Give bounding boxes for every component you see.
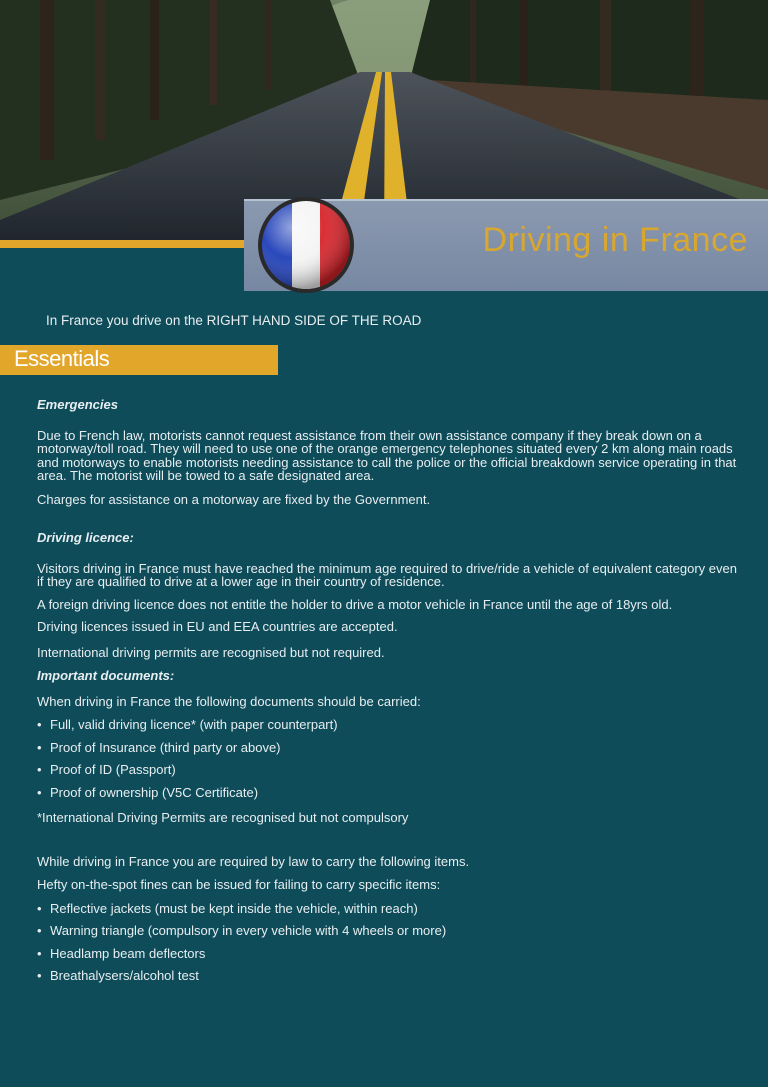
accent-stripe: [0, 240, 260, 248]
documents-list: [37, 718, 742, 799]
list-item: • Warning triangle (compulsory in every vehicle with 4 wheels or more): [37, 924, 742, 938]
section-label: Essentials: [14, 346, 110, 371]
documents-heading: Important documents:: [37, 668, 175, 683]
intro-text: In France you drive on the RIGHT HAND SIDE OF THE ROAD: [46, 313, 422, 328]
page-title: Driving in France: [482, 221, 748, 259]
list-item: • Full, valid driving licence* (with paper counterpart): [37, 718, 742, 732]
french-flag-icon: [257, 196, 355, 294]
list-item: • Headlamp beam deflectors: [37, 947, 742, 961]
list-item: • Breathalysers/alcohol test: [37, 969, 742, 983]
list-item: • Proof of Insurance (third party or above): [37, 741, 742, 755]
licence-heading: Driving licence:: [37, 530, 134, 545]
list-item: • Proof of ownership (V5C Certificate): [37, 786, 742, 800]
emergencies-heading: Emergencies: [37, 397, 118, 412]
section-header: [0, 345, 278, 375]
carry-paragraph-2: Hefty on-the-spot fines can be issued for failing to carry specific items:: [37, 877, 441, 892]
carry-paragraph-1: While driving in France you are required by law to carry the following items.: [37, 853, 470, 869]
licence-paragraph-1: Visitors driving in France must have reached the minimum age required to drive/ride a vehicle of equivalent category even if they are qualified to drive at a lower age in their country of residence.: [37, 560, 737, 589]
list-item: • Reflective jackets (must be kept inside the vehicle, within reach): [37, 902, 742, 916]
list-item: • Proof of ID (Passport): [37, 763, 742, 777]
documents-note: *International Driving Permits are recognised but not compulsory: [37, 810, 409, 825]
licence-paragraph-4: International driving permits are recognised but not required.: [37, 644, 385, 660]
emergencies-paragraph-1: Due to French law, motorists cannot request assistance from their own assistance company if they break down on a motorway/toll road. They will need to use one of the orange emergency telephones situated every 2 km along main roads and motorways to enable motorists needing assistance to call the police or the official breakdown service operating in that area. The motorist will be towed to a safe designated area.: [37, 427, 737, 483]
licence-paragraph-2: A foreign driving licence does not entitle the holder to drive a motor vehicle in France until the age of 18yrs old.: [37, 596, 673, 612]
carry-list: [37, 902, 742, 983]
licence-paragraph-3: Driving licences issued in EU and EEA countries are accepted.: [37, 619, 398, 634]
documents-intro: When driving in France the following documents should be carried:: [37, 693, 421, 709]
emergencies-paragraph-2: Charges for assistance on a motorway are fixed by the Government.: [37, 491, 431, 507]
main-content: [37, 398, 742, 983]
